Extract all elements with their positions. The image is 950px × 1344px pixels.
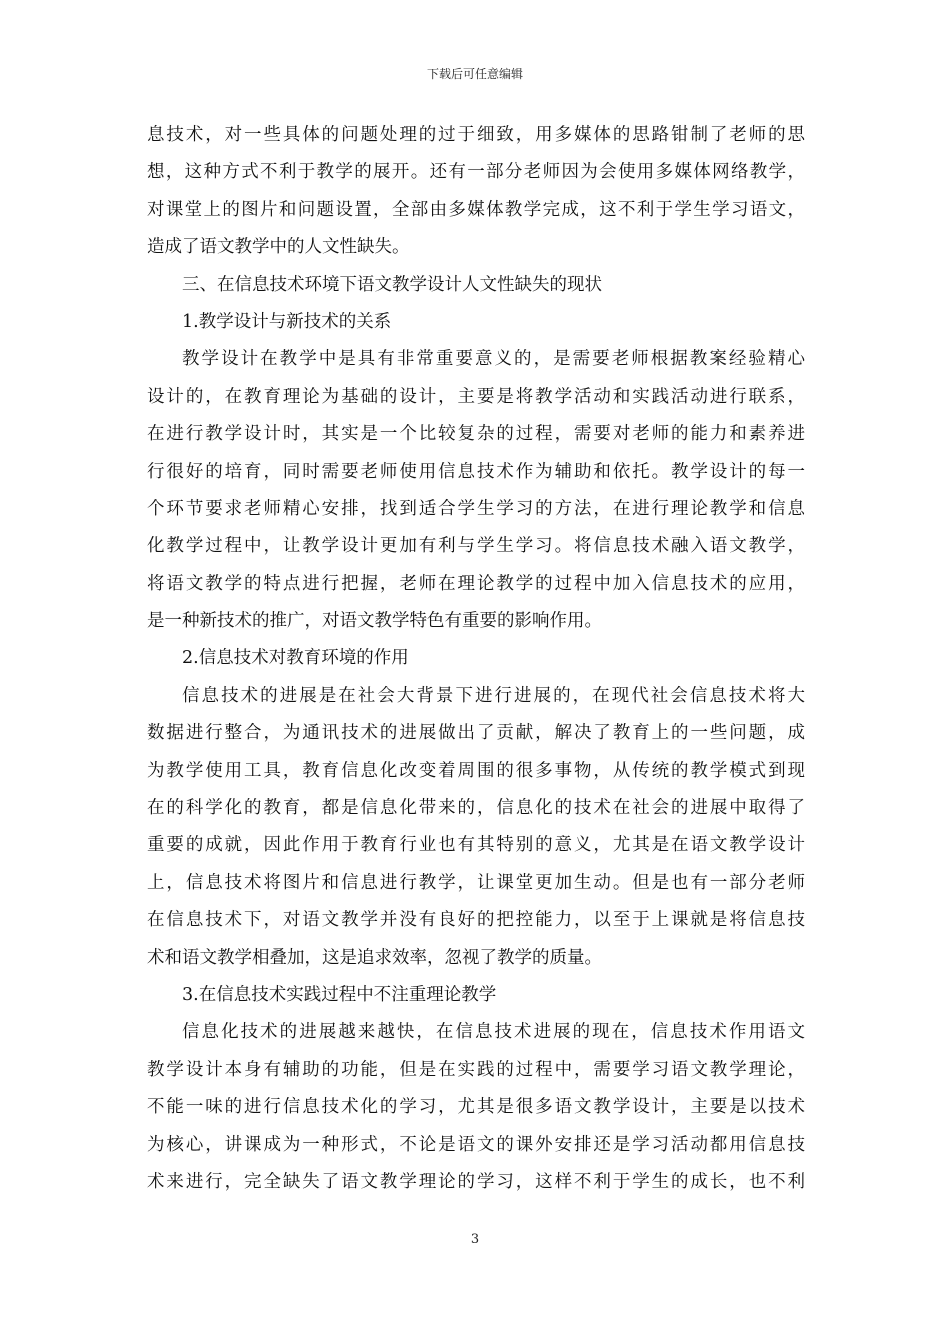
document-body — [147, 117, 805, 1201]
paragraph-line: 上，信息技术将图片和信息进行教学，让课堂更加生动。但是也有一部分老师 — [147, 872, 805, 893]
paragraph-line: 息技术，对一些具体的问题处理的过于细致，用多媒体的思路钳制了老师的思 — [147, 125, 805, 145]
paragraph-line: 化教学过程中，让教学设计更加有利与学生学习。将信息技术融入语文教学， — [147, 536, 805, 557]
paragraph-line: 在的科学化的教育，都是信息化带来的，信息化的技术在社会的进展中取得了 — [147, 798, 805, 819]
paragraph-line: 是一种新技术的推广，对语文教学特色有重要的影响作用。 — [147, 611, 602, 632]
subsection-heading: 1.教学设计与新技术的关系 — [182, 311, 392, 332]
page-number: 3 — [470, 1232, 480, 1247]
paragraph-line: 为教学使用工具，教育信息化改变着周围的很多事物，从传统的教学模式到现 — [147, 760, 805, 781]
paragraph-line: 将语文教学的特点进行把握，老师在理论教学的过程中加入信息技术的应用， — [147, 573, 805, 594]
paragraph-line: 造成了语文教学中的人文性缺失。 — [147, 237, 410, 258]
paragraph-line: 信息技术的进展是在社会大背景下进行进展的，在现代社会信息技术将大 — [182, 685, 805, 706]
paragraph-line: 在进行教学设计时，其实是一个比较复杂的过程，需要对老师的能力和素养进 — [147, 424, 805, 445]
paragraph-line: 在信息技术下，对语文教学并没有良好的把控能力，以至于上课就是将信息技 — [147, 910, 805, 931]
paragraph-line: 数据进行整合，为通讯技术的进展做出了贡献，解决了教育上的一些问题，成 — [147, 723, 805, 744]
paragraph-line: 重要的成就，因此作用于教育行业也有其特别的意义，尤其是在语文教学设计 — [147, 835, 805, 856]
paragraph-line: 术和语文教学相叠加，这是追求效率，忽视了教学的质量。 — [147, 947, 602, 968]
paragraph-line: 教学设计在教学中是具有非常重要意义的，是需要老师根据教案经验精心 — [182, 349, 805, 370]
subsection-heading: 2.信息技术对教育环境的作用 — [182, 648, 409, 669]
paragraph-line: 行很好的培育，同时需要老师使用信息技术作为辅助和依托。教学设计的每一 — [147, 461, 805, 482]
page-header: 下载后可任意编辑 — [426, 67, 523, 81]
paragraph-line: 对课堂上的图片和问题设置，全部由多媒体教学完成，这不利于学生学习语文， — [147, 199, 805, 220]
paragraph-line: 设计的，在教育理论为基础的设计，主要是将教学活动和实践活动进行联系， — [147, 386, 805, 407]
paragraph-line: 教学设计本身有辅助的功能，但是在实践的过程中，需要学习语文教学理论， — [147, 1059, 805, 1080]
paragraph-line: 个环节要求老师精心安排，找到适合学生学习的方法，在进行理论教学和信息 — [147, 498, 805, 519]
paragraph-line: 不能一味的进行信息技术化的学习，尤其是很多语文教学设计，主要是以技术 — [147, 1097, 805, 1118]
section-heading: 三、在信息技术环境下语文教学设计人文性缺失的现状 — [182, 274, 602, 295]
paragraph-line: 术来进行，完全缺失了语文教学理论的学习，这样不利于学生的成长，也不利 — [147, 1171, 805, 1192]
paragraph-line: 信息化技术的进展越来越快，在信息技术进展的现在，信息技术作用语文 — [182, 1022, 805, 1043]
subsection-heading: 3.在信息技术实践过程中不注重理论教学 — [182, 984, 497, 1005]
paragraph-line: 想，这种方式不利于教学的展开。还有一部分老师因为会使用多媒体网络教学， — [147, 162, 805, 183]
paragraph-line: 为核心，讲课成为一种形式，不论是语文的课外安排还是学习活动都用信息技 — [147, 1134, 805, 1155]
